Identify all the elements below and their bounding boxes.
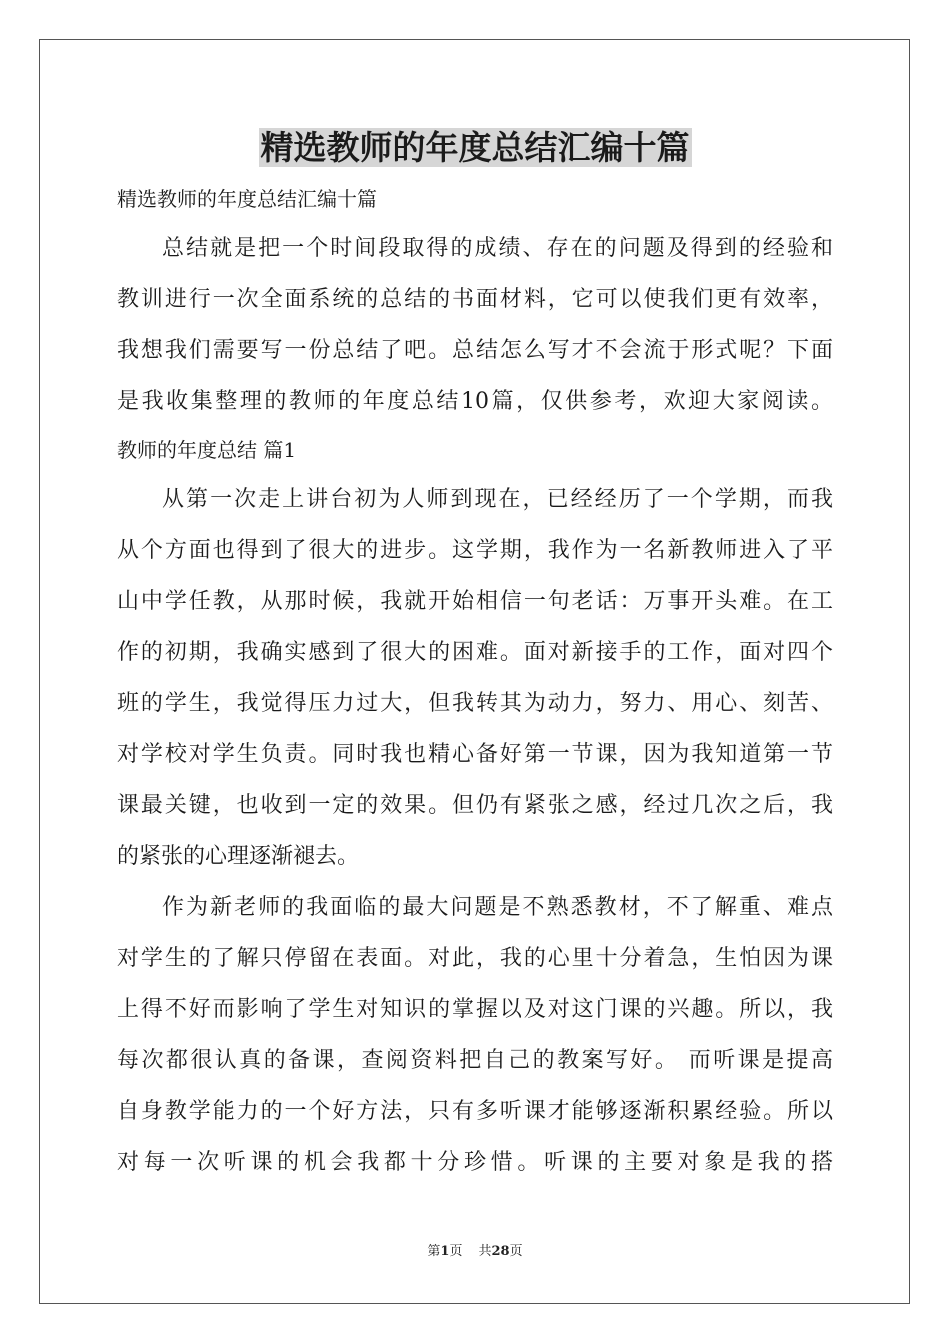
paragraph-line: 上得不好而影响了学生对知识的掌握以及对这门课的兴趣。所以，我 (117, 997, 833, 1022)
page-suffix: 页 (449, 1244, 463, 1259)
intro-paragraph (117, 223, 833, 427)
paragraph-line: 山中学任教，从那时候，我就开始相信一句老话：万事开头难。在工 (117, 589, 833, 614)
total-pages-indicator (478, 1244, 522, 1259)
paragraph-line: 总结就是把一个时间段取得的成绩、存在的问题及得到的经验和 (162, 236, 833, 261)
document-title (0, 126, 950, 170)
page-indicator (427, 1244, 462, 1259)
page-prefix: 第 (427, 1244, 441, 1259)
page-footer (0, 1243, 950, 1261)
paragraph-line: 的紧张的心理逐渐褪去。 (117, 844, 360, 869)
body-paragraph-2 (117, 882, 833, 1188)
paragraph-line: 课最关键，也收到一定的效果。但仍有紧张之感，经过几次之后，我 (117, 793, 833, 818)
paragraph-line: 班的学生，我觉得压力过大，但我转其为动力，努力、用心、刻苦、 (117, 691, 833, 716)
total-pages: 28 (491, 1244, 510, 1259)
page-number: 1 (440, 1244, 450, 1259)
paragraph-line: 对每一次听课的机会我都十分珍惜。听课的主要对象是我的搭 (117, 1150, 833, 1175)
paragraph-line: 对学校对学生负责。同时我也精心备好第一节课，因为我知道第一节 (117, 742, 833, 767)
paragraph-line: 从个方面也得到了很大的进步。这学期，我作为一名新教师进入了平 (117, 538, 833, 563)
document-body (117, 176, 833, 1188)
document-title-text: 精选教师的年度总结汇编十篇 (260, 128, 690, 167)
paragraph-line: 是我收集整理的教师的年度总结10篇，仅供参考，欢迎大家阅读。 (117, 389, 833, 414)
paragraph-line: 每次都很认真的备课，查阅资料把自己的教案写好。 而听课是提高 (117, 1048, 833, 1073)
subtitle: 精选教师的年度总结汇编十篇 (117, 187, 377, 211)
paragraph-line: 教训进行一次全面系统的总结的书面材料，它可以使我们更有效率， (117, 287, 833, 312)
paragraph-line: 对学生的了解只停留在表面。对此，我的心里十分着急，生怕因为课 (117, 946, 833, 971)
paragraph-line: 从第一次走上讲台初为人师到现在，已经经历了一个学期，而我 (162, 487, 833, 512)
total-prefix: 共 (478, 1244, 492, 1259)
paragraph-line: 作为新老师的我面临的最大问题是不熟悉教材，不了解重、难点 (162, 895, 833, 920)
total-suffix: 页 (509, 1244, 523, 1259)
section-heading: 教师的年度总结 篇1 (117, 438, 297, 462)
body-paragraph-1 (117, 474, 833, 882)
paragraph-line: 我想我们需要写一份总结了吧。总结怎么写才不会流于形式呢？下面 (117, 338, 833, 363)
paragraph-line: 自身教学能力的一个好方法，只有多听课才能够逐渐积累经验。所以 (117, 1099, 833, 1124)
paragraph-line: 作的初期，我确实感到了很大的困难。面对新接手的工作，面对四个 (117, 640, 833, 665)
